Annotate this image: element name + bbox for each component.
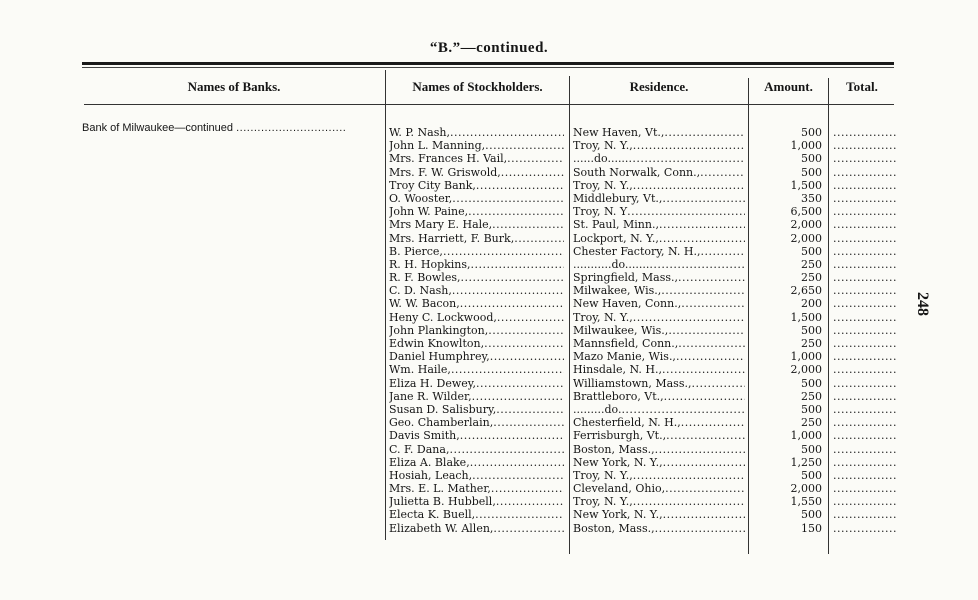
stockholder-name: Eliza A. Blake, .....	[389, 456, 564, 469]
amount: 500	[801, 323, 822, 337]
total-leader	[833, 350, 897, 363]
total-leader	[833, 311, 897, 324]
total-leader	[833, 205, 897, 218]
amount: 250	[801, 416, 822, 430]
header-rule-thin	[82, 67, 894, 68]
header-residence: Residence.	[629, 79, 689, 94]
stockholder-name: John W. Paine, .....	[389, 205, 564, 218]
amount: 1,000	[790, 350, 822, 364]
amount: 1,550	[790, 495, 822, 509]
amount: 2,000	[790, 482, 822, 496]
header-stockholders: Names of Stockholders.	[412, 79, 543, 94]
total-leader	[833, 152, 897, 165]
residence: Lockport, N. Y., .....	[573, 232, 745, 245]
residence: New York, N. Y., .....	[573, 456, 745, 469]
stockholder-name: Jane R. Wilder, .....	[389, 390, 564, 403]
amount: 2,000	[790, 363, 822, 377]
total-column	[833, 126, 897, 535]
amount: 1,000	[790, 139, 822, 153]
amount: 250	[801, 257, 822, 271]
residence: Boston, Mass., .....	[573, 443, 745, 456]
residence: ...........do....... .....	[573, 258, 745, 271]
stockholder-name: W. W. Bacon, .....	[389, 297, 564, 310]
total-leader	[833, 139, 897, 152]
residence: St. Paul, Minn., .....	[573, 218, 745, 231]
residence: Cleveland, Ohio, .....	[573, 482, 745, 495]
stockholder-name: Geo. Chamberlain, .....	[389, 416, 564, 429]
residence: Hinsdale, N. H., .....	[573, 363, 745, 376]
total-leader	[833, 443, 897, 456]
stockholder-name: Daniel Humphrey, .....	[389, 350, 564, 363]
residence: Brattleboro, Vt., .....	[573, 390, 745, 403]
residence: Troy, N. Y .....	[573, 205, 745, 218]
total-leader	[833, 297, 897, 310]
header-banks: Names of Banks.	[187, 79, 281, 94]
total-leader	[833, 192, 897, 205]
amount: 500	[801, 152, 822, 166]
amount: 200	[801, 297, 822, 311]
residence: Troy, N. Y., .....	[573, 139, 745, 152]
stockholder-name: Troy City Bank, .....	[389, 179, 564, 192]
amount: 1,500	[790, 310, 822, 324]
residence: .........do. .....	[573, 403, 745, 416]
amount: 500	[801, 165, 822, 179]
residence: Mannsfield, Conn., .....	[573, 337, 745, 350]
amount: 1,000	[790, 429, 822, 443]
stockholder-name: Susan D. Salisbury, .....	[389, 403, 564, 416]
stockholder-name: John Plankington, .....	[389, 324, 564, 337]
residence: Troy, N. Y., .....	[573, 495, 745, 508]
residence: New York, N. Y., .....	[573, 508, 745, 521]
stockholder-name: Hosiah, Leach, .....	[389, 469, 564, 482]
stockholder-name: Mrs. Frances H. Vail, .....	[389, 152, 564, 165]
amount: 350	[801, 191, 822, 205]
amount: 250	[801, 337, 822, 350]
total-leader	[833, 495, 897, 508]
amount: 500	[801, 402, 822, 416]
stockholder-name: Mrs Mary E. Hale, .....	[389, 218, 564, 231]
total-leader	[833, 522, 897, 535]
stockholder-names-column	[389, 126, 564, 535]
stockholder-name: Eliza H. Dewey, .....	[389, 377, 564, 390]
total-leader	[833, 324, 897, 337]
total-leader	[833, 258, 897, 271]
total-leader	[833, 245, 897, 258]
amount: 500	[801, 126, 822, 139]
stockholder-name: Mrs. F. W. Griswold, .....	[389, 166, 564, 179]
residence: Troy, N. Y., .....	[573, 311, 745, 324]
amount: 2,650	[790, 284, 822, 298]
page-title: “B.”—continued.	[429, 40, 549, 56]
residence: Boston, Mass., .....	[573, 522, 745, 535]
stockholder-name: W. P. Nash, .....	[389, 126, 564, 139]
header-amount: Amount.	[764, 79, 813, 94]
total-leader	[833, 337, 897, 350]
amount: 500	[801, 244, 822, 258]
amount: 500	[801, 508, 822, 522]
total-leader	[833, 126, 897, 139]
amount: 500	[801, 376, 822, 390]
amount: 2,000	[790, 218, 822, 232]
stockholder-name: Elizabeth W. Allen, .....	[389, 522, 564, 535]
residence: Mazo Manie, Wis., .....	[573, 350, 745, 363]
residence: Troy, N. Y., .....	[573, 179, 745, 192]
header-total: Total.	[846, 79, 878, 94]
total-leader	[833, 390, 897, 403]
residence: South Norwalk, Conn., .....	[573, 166, 745, 179]
residence: Milwaukee, Wis., .....	[573, 324, 745, 337]
amount: 250	[801, 271, 822, 285]
stockholder-name: Electa K. Buell, .....	[389, 508, 564, 521]
total-leader	[833, 271, 897, 284]
column-divider	[748, 78, 749, 554]
total-leader	[833, 469, 897, 482]
total-leader	[833, 456, 897, 469]
stockholder-name: John L. Manning, .....	[389, 139, 564, 152]
stockholder-name: Wm. Haile, .....	[389, 363, 564, 376]
amount: 150	[801, 521, 822, 535]
header-rule-bottom	[84, 104, 894, 105]
residence: Troy, N. Y., .....	[573, 469, 745, 482]
page-number: 248	[914, 292, 931, 316]
total-leader	[833, 218, 897, 231]
amount: 6,500	[790, 205, 822, 219]
total-leader	[833, 232, 897, 245]
residence: Milwakee, Wis., .....	[573, 284, 745, 297]
stockholder-name: C. F. Dana, .....	[389, 443, 564, 456]
amount: 2,000	[790, 231, 822, 245]
bank-name: Bank of Milwaukee—continued .....	[82, 122, 346, 134]
total-leader	[833, 508, 897, 521]
stockholder-name: Julietta B. Hubbell, .....	[389, 495, 564, 508]
header-rule-thick	[82, 62, 894, 65]
amount: 500	[801, 468, 822, 482]
column-divider	[385, 70, 386, 540]
stockholder-name: R. H. Hopkins, .....	[389, 258, 564, 271]
amount: 1,500	[790, 178, 822, 192]
residence: New Haven, Vt., .....	[573, 126, 745, 139]
total-leader	[833, 429, 897, 442]
total-leader	[833, 482, 897, 495]
total-leader	[833, 403, 897, 416]
amount: 250	[801, 389, 822, 403]
stockholder-name: O. Wooster, .....	[389, 192, 564, 205]
stockholder-name: Davis Smith, .....	[389, 429, 564, 442]
stockholder-name: B. Pierce, .....	[389, 245, 564, 258]
stockholder-name: Edwin Knowlton, .....	[389, 337, 564, 350]
residence: Chesterfield, N. H., .....	[573, 416, 745, 429]
amount: 500	[801, 442, 822, 456]
stockholder-name: R. F. Bowles, .....	[389, 271, 564, 284]
residence: Springfield, Mass., .....	[573, 271, 745, 284]
stockholder-name: Heny C. Lockwood, .....	[389, 311, 564, 324]
total-leader	[833, 166, 897, 179]
stockholder-name: Mrs. E. L. Mather, .....	[389, 482, 564, 495]
stockholder-name: Mrs. Harriett, F. Burk, .....	[389, 232, 564, 245]
total-leader	[833, 363, 897, 376]
residence: New Haven, Conn., .....	[573, 297, 745, 310]
total-leader	[833, 377, 897, 390]
column-divider	[569, 76, 570, 554]
total-leader	[833, 284, 897, 297]
residence: Chester Factory, N. H., .....	[573, 245, 745, 258]
residence-column	[573, 126, 745, 535]
total-leader	[833, 416, 897, 429]
stockholder-name: C. D. Nash, .....	[389, 284, 564, 297]
amount: 1,250	[790, 455, 822, 469]
residence: Williamstown, Mass., .....	[573, 377, 745, 390]
column-divider	[828, 78, 829, 554]
residence: ......do...... .....	[573, 152, 745, 165]
residence: Middlebury, Vt., .....	[573, 192, 745, 205]
total-leader	[833, 179, 897, 192]
residence: Ferrisburgh, Vt., .....	[573, 429, 745, 442]
amount-column	[752, 126, 822, 535]
